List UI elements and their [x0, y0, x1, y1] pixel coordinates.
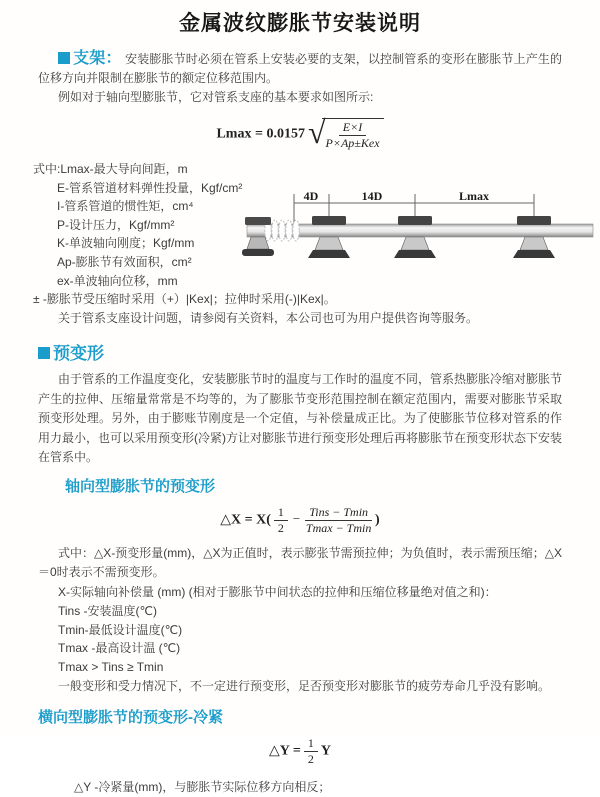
predeform-heading-label: 预变形 [53, 344, 104, 364]
definition-item: Ap-膨胀节有效面积，cm² [57, 254, 192, 269]
page-title: 金属波纹膨胀节安装说明 [179, 12, 421, 35]
subheading-transverse-predeform: 横向型膨胀节的预变形-冷紧 [38, 709, 223, 727]
axial-note-1: 式中：△X-预变形量(mm)，△X为正值时，表示膨张节需预拉伸；为负值时，表示需预压缩；△X＝0时表示不需预变形。 [38, 545, 562, 580]
axial-note-2: X-实际轴向补偿量 (mm) (相对于膨胀节中间状态的拉伸和压缩位移量绝对值之和)： [58, 584, 497, 599]
dimension-label-4d: 4D [303, 189, 319, 203]
radical-sign: √ [307, 114, 326, 150]
one-half-fraction: $\frac{1}{2}$ [304, 736, 318, 767]
temperature-definitions [38, 602, 562, 676]
pipe-support-diagram [245, 190, 595, 285]
dx-formula-lhs: △X = X( [220, 511, 271, 527]
transverse-predeform-formula [38, 736, 562, 767]
dx-formula-close: ) [375, 511, 380, 527]
dy-formula-lhs: △Y = [269, 743, 301, 759]
service-note: 关于管系支座设计问题，请参阅有关资料，本公司也可为用户提供咨询等服务。 [58, 311, 479, 326]
dimension-label-14d: 14D [361, 189, 383, 203]
bracket-example-line: 例如对于轴向型膨胀节，它对管系支座的基本要求如图所示: [58, 90, 374, 104]
one-half-fraction: $\frac{1}{2}$ [274, 505, 288, 536]
axial-predeform-formula [38, 505, 562, 536]
predeform-paragraph: 由于管系的工作温度变化，安装膨胀节时的温度与工作时的温度不同，管系热膨胀冷缩对膨胀节产生的拉伸、压缩量常常是不均等的，为了膨胀节变形范围控制在额定范围内，需要对膨胀节采取预变形处理。另外，由于膨账节刚度是一个定值，与补偿量成正比。为了使膨胀节位移对管系的作用力最小，也可以采用预变形(冷紧)方让对膨胀节进行预变形处理后再将膨胀节在预变形状态下安装在管系中。 [38, 372, 563, 465]
radical-body [322, 118, 384, 151]
temp-definition: Tmax > Tins ≥ Tmin [58, 659, 164, 674]
definition-item: K-单波轴向刚度；Kgf/mm [57, 236, 195, 251]
axial-note-3: 一般变形和受力情况下，不一定进行预变形，足否预变形对膨胀节的疲劳寿命几乎没有影响。 [58, 678, 551, 693]
dimension-label-lmax: Lmax [459, 189, 489, 203]
bracket-intro-paragraph [38, 49, 562, 88]
lmax-formula [38, 114, 562, 151]
temp-definition: Tmax -最高设计温 (℃) [58, 641, 181, 656]
lmax-formula-lhs: Lmax = 0.0157 [216, 126, 305, 142]
subheading-axial-predeform: 轴向型膨胀节的预变形 [65, 477, 216, 495]
temperature-ratio-fraction: $\frac{\text{Tins − Tmin}}{Tmax - Tmin}$ [305, 504, 372, 535]
definition-item: E-管系管道材料弹性投量，Kgf/cm² [57, 180, 243, 195]
sign-convention-note: ± -膨胀节受压缩时采用（+）|Kex|；拉伸时采用(-)|Kex|。 [33, 292, 336, 307]
dy-formula-rhs: Y [320, 743, 331, 759]
temp-definition: Tmin-最低设计温度(℃) [58, 622, 183, 637]
bracket-intro-text: 安装膨胀节时必须在管系上安装必要的支架，以控制管系的变形在膨胀节上产生的位移方向并限制在膨胀节的额定位移范围内。 [38, 52, 562, 85]
lmax-formula-numerator: E×I [339, 120, 366, 136]
lmax-formula-denominator: P×Ap±Kex [325, 136, 380, 150]
section-square-icon [38, 347, 50, 359]
definition-item: P-设计压力，Kgf/mm² [57, 217, 175, 232]
section-square-icon [58, 52, 70, 64]
minus-operator: − [292, 510, 301, 526]
definitions-block [33, 160, 562, 290]
definition-item: 式中:Lmax-最大导向间距，m [33, 162, 188, 176]
transverse-note: △Y -冷紧量(mm)，与膨胀节实际位移方向相反； [74, 780, 331, 795]
temp-definition: Tins -安装温度(℃) [58, 604, 158, 619]
definition-item: ex-单波轴向位移，mm [57, 273, 178, 288]
section-heading-predeform [38, 343, 562, 363]
section-heading-bracket [58, 50, 122, 67]
bracket-heading-label: 支架： [73, 50, 122, 67]
definition-item: I-管系管道的惯性矩，cm⁴ [57, 199, 194, 214]
